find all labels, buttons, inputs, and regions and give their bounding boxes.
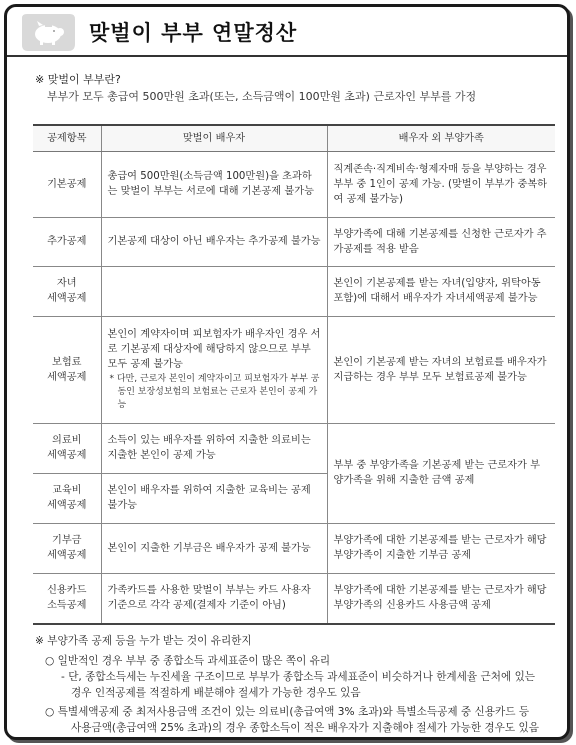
item-label: 세액공제 — [47, 450, 87, 461]
advice-line: 사용금액(총급여액 25% 초과)의 경우 종합소득이 적은 배우자가 지출해야 절세가 가능한 경우도 있음 — [71, 722, 539, 734]
advice-line: ○ 특별세액공제 중 최저사용금액 조건이 있는 의료비(총급여액 3% 초과)와 특별소득공제 중 신용카드 등 — [45, 706, 530, 718]
item-label: 보험료 — [51, 356, 82, 368]
table-header-row — [33, 125, 555, 151]
item-label: 추가공제 — [47, 236, 87, 247]
advice-heading: ※ 부양가족 공제 등을 누가 받는 것이 유리한지 — [35, 635, 252, 647]
item-label: 신용카드 — [47, 585, 87, 597]
intro-question: ※ 맞벌이 부부란? — [35, 73, 121, 86]
item-label: 기부금 — [51, 535, 82, 546]
advice-line: - 단, 종합소득세는 누진세율 구조이므로 부부가 종합소득 과세표준이 비슷하거나 한계세율 근처에 있는 — [61, 671, 536, 683]
advice-line: 경우 인적공제를 적절하게 배분해야 절세가 가능한 경우도 있음 — [71, 687, 361, 699]
row-item — [33, 217, 101, 266]
row-item — [33, 316, 101, 423]
spouse-cell: 총급여 500만원(소득금액 100만원)을 초과하는 맞벌이 부부는 서로에 대해 기본공제 불가능 — [101, 151, 327, 217]
advice-section — [35, 633, 560, 736]
intro-section — [35, 71, 476, 105]
family-cell: 본인이 기본공제를 받는 자녀(입양자, 위탁아동 포함)에 대해서 배우자가 자녀세액공제 불가능 — [327, 266, 555, 316]
spouse-text: 본인이 계약자이며 피보험자가 배우자인 경우 서로 기본공제 대상자에 해당하지 않으므로 부부 모두 공제 불가능 — [107, 329, 321, 370]
advice-line: ○ 일반적인 경우 부부 중 종합소득 과세표준이 많은 쪽이 유리 — [45, 655, 331, 667]
family-cell: 부부 중 부양가족을 기본공제 받는 근로자가 부양가족을 위해 지출한 금액 공제 — [327, 423, 555, 523]
table-row — [33, 266, 555, 316]
item-label: 세액공제 — [47, 293, 87, 304]
spouse-cell: 소득이 있는 배우자를 위하여 지출한 의료비는 지출한 본인이 공제 가능 — [101, 423, 327, 473]
table-row — [33, 423, 555, 473]
table-row — [33, 523, 555, 573]
spouse-cell — [101, 316, 327, 423]
item-label: 의료비 — [51, 435, 82, 446]
row-item — [33, 151, 101, 217]
table-row — [33, 151, 555, 217]
page-frame — [4, 4, 570, 740]
item-label: 세액공제 — [47, 550, 87, 561]
spouse-cell: 가족카드를 사용한 맞벌이 부부는 카드 사용자 기준으로 각각 공제(결제자 기준이 아님) — [101, 573, 327, 624]
item-label: 자녀 — [56, 278, 77, 289]
spouse-cell: 본인이 배우자를 위하여 지출한 교육비는 공제 불가능 — [101, 473, 327, 523]
family-cell: 부양가족에 대한 기본공제를 받는 근로자가 해당 부양가족이 지출한 기부금 공제 — [327, 523, 555, 573]
page-title: 맞벌이 부부 연말정산 — [89, 21, 298, 45]
row-item — [33, 266, 101, 316]
family-cell: 부양가족에 대한 기본공제를 받는 근로자가 해당 부양가족의 신용카드 사용금액 공제 — [327, 573, 555, 624]
item-label: 세액공제 — [47, 500, 87, 511]
deduction-table — [33, 124, 555, 625]
header-item: 공제항목 — [33, 125, 101, 151]
header-family: 배우자 외 부양가족 — [327, 125, 555, 151]
spouse-cell: 기본공제 대상이 아닌 배우자는 추가공제 불가능 — [101, 217, 327, 266]
table-row — [33, 316, 555, 423]
item-label: 세액공제 — [47, 371, 87, 383]
item-label: 기본공제 — [47, 178, 87, 190]
row-item — [33, 573, 101, 624]
spouse-note: * 다만, 근로자 본인이 계약자이고 피보험자가 부부 공동인 보장성보험의 보험료는 근로자 본인이 공제 가능 — [109, 374, 320, 410]
family-cell: 본인이 기본공제 받는 자녀의 보험료를 배우자가 지급하는 경우 부부 모두 보험료공제 불가능 — [327, 316, 555, 423]
item-label: 소득공제 — [47, 600, 87, 612]
header-spouse: 맞벌이 배우자 — [101, 125, 327, 151]
spouse-cell: 본인이 지출한 기부금은 배우자가 공제 불가능 — [101, 523, 327, 573]
family-cell: 직계존속·직계비속·형제자매 등을 부양하는 경우 부부 중 1인이 공제 가능. (맞벌이 부부가 중복하여 공제 불가능) — [327, 151, 555, 217]
intro-answer: 부부가 모두 총급여 500만원 초과(또는, 소득금액이 100만원 초과) 근로자인 부부를 가정 — [47, 90, 477, 103]
page-header — [7, 7, 567, 57]
family-cell: 부양가족에 대해 기본공제를 신청한 근로자가 추가공제를 적용 받음 — [327, 217, 555, 266]
spouse-cell — [101, 266, 327, 316]
piggy-bank-icon — [17, 13, 77, 53]
row-item — [33, 473, 101, 523]
row-item — [33, 423, 101, 473]
table-row — [33, 573, 555, 624]
item-label: 교육비 — [51, 485, 82, 496]
table-row — [33, 217, 555, 266]
row-item — [33, 523, 101, 573]
